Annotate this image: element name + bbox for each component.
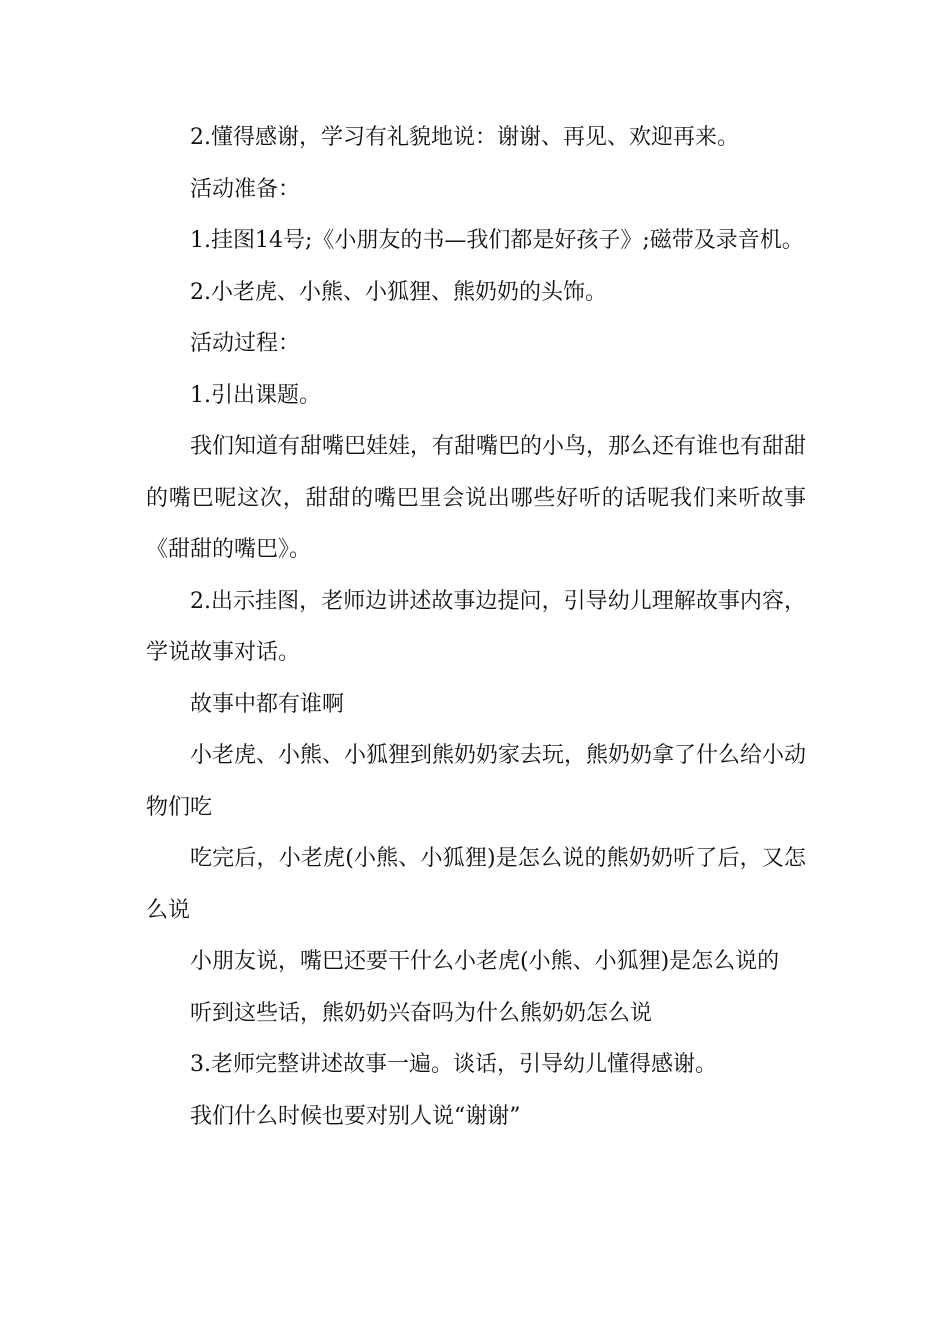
paragraph-question-food: 小老虎、小熊、小狐狸到熊奶奶家去玩，熊奶奶拿了什么给小动物们吃 — [146, 743, 807, 820]
paragraph-question-who: 故事中都有谁啊 — [190, 691, 345, 717]
paragraph-question-reply: 吃完后，小老虎(小熊、小狐狸)是怎么说的熊奶奶听了后，又怎么说 — [146, 846, 806, 923]
paragraph-process-step-1: 1.引出课题。 — [190, 382, 321, 408]
paragraph-process-step-2: 2.出示挂图，老师边讲述故事边提问，引导幼儿理解故事内容，学说故事对话。 — [146, 588, 806, 665]
document-body — [146, 112, 806, 1142]
paragraph-learn-thanks: 2.懂得感谢，学习有礼貌地说：谢谢、再见、欢迎再来。 — [190, 125, 739, 150]
paragraph-process-heading: 活动过程： — [190, 331, 301, 356]
paragraph-question-happy: 听到这些话，熊奶奶兴奋吗为什么熊奶奶怎么说 — [190, 1000, 653, 1026]
paragraph-process-step-3: 3.老师完整讲述故事一遍。谈话，引导幼儿懂得感谢。 — [190, 1052, 717, 1077]
paragraph-question-mouth: 小朋友说，嘴巴还要干什么小老虎(小熊、小狐狸)是怎么说的 — [190, 949, 780, 974]
paragraph-prep-item-1: 1.挂图14号;《小朋友的书—我们都是好孩子》;磁带及录音机。 — [190, 228, 804, 253]
paragraph-prep-item-2: 2.小老虎、小熊、小狐狸、熊奶奶的头饰。 — [190, 279, 607, 305]
paragraph-prep-heading: 活动准备： — [190, 176, 301, 202]
paragraph-question-when-thanks: 我们什么时候也要对别人说“谢谢” — [190, 1103, 521, 1129]
paragraph-intro-story: 我们知道有甜嘴巴娃娃，有甜嘴巴的小鸟，那么还有谁也有甜甜的嘴巴呢这次，甜甜的嘴巴里会说出哪些好听的话呢我们来听故事《甜甜的嘴巴》。 — [146, 434, 807, 562]
